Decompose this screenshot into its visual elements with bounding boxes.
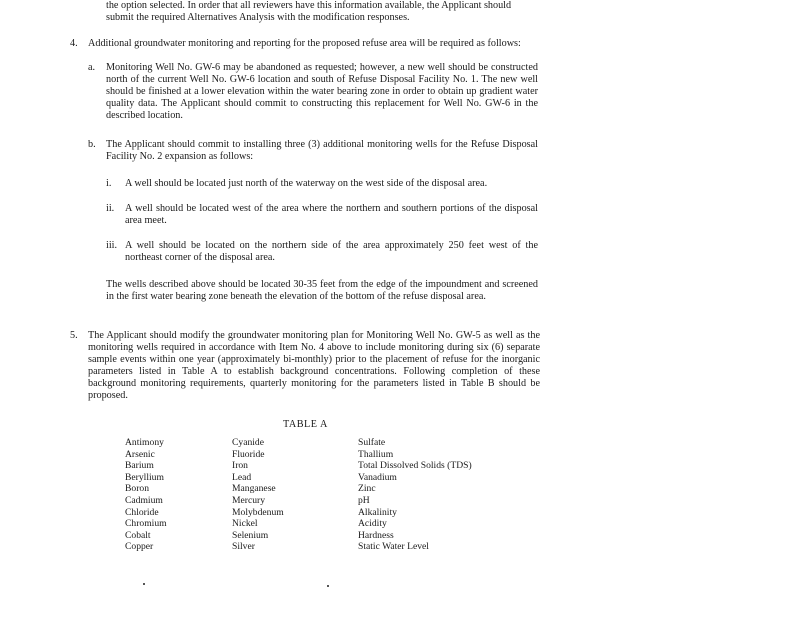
table-a-column-1 — [125, 437, 167, 553]
item-4b-text: The Applicant should commit to installing three (3) additional monitoring wells for the Refuse Disposal Facility No. 2 expansion as follows: — [106, 139, 538, 163]
paragraph-fragment-line2: submit the required Alternatives Analysis with the modification responses. — [106, 12, 410, 23]
table-a-cell: Cyanide — [232, 437, 264, 448]
table-a-cell: Silver — [232, 541, 255, 553]
table-a-cell: Thallium — [358, 448, 394, 460]
table-a-cell: Total Dissolved Solids (TDS) — [358, 460, 472, 472]
item-4a-text: Monitoring Well No. GW-6 may be abandoned as requested; however, a new well should be constructed north of the current Well No. GW-6 location and south of Refuse Disposal Facility No. 1. The new well should be finished at a lower elevation within the water bearing zone in order to obtain up gradient water quality data. The Applicant should commit to constructing this replacement for Well No. GW-6 in the described location. — [106, 62, 538, 122]
table-a-column-2 — [232, 437, 284, 553]
item-4a-label: a. — [88, 62, 96, 73]
item-4b-label: b. — [88, 139, 96, 150]
table-a-column-3 — [358, 437, 472, 553]
item-4b-i-text: A well should be located just north of the waterway on the west side of the disposal area. — [125, 178, 488, 189]
table-a-cell: Alkalinity — [358, 506, 397, 518]
table-a-cell: Nickel — [232, 518, 258, 530]
item-4b-iii-text: A well should be located on the northern side of the area approximately 250 feet west of the northeast corner of the disposal area. — [125, 240, 538, 264]
item-4-number: 4. — [70, 38, 78, 49]
table-a-cell: Zinc — [358, 483, 376, 495]
item-4b-iii-label: iii. — [106, 240, 118, 251]
table-a-cell: Selenium — [232, 529, 269, 541]
table-a-cell: Vanadium — [358, 471, 397, 483]
table-a-title: TABLE A — [283, 419, 328, 430]
table-a-cell: Mercury — [232, 494, 266, 506]
table-a-cell: Static Water Level — [358, 541, 429, 553]
item-5-text: The Applicant should modify the groundwater monitoring plan for Monitoring Well No. GW-5 as well as the monitoring wells required in accordance with Item No. 4 above to include monitoring during six (6) separate sample events within one year (approximately bi-monthly) prior to the placement of refuse for the inorganic parameters listed in Table A to establish background concentrations. Following completion of these background monitoring requirements, quarterly monitoring for the parameters listed in Table B should be proposed. — [88, 330, 540, 402]
table-a-cell: Hardness — [358, 529, 394, 541]
item-5-number: 5. — [70, 330, 78, 341]
table-a-cell: Iron — [232, 460, 248, 472]
table-a-cell: pH — [358, 494, 370, 506]
item-4b-ii-label: ii. — [106, 203, 115, 214]
scan-speck — [143, 583, 145, 585]
item-4b-i-label: i. — [106, 178, 112, 189]
paragraph-fragment-line1: the option selected. In order that all reviewers have this information available, the Applicant should — [106, 0, 512, 11]
item-4b-closing-text: The wells described above should be located 30-35 feet from the edge of the impoundment and screened in the first water bearing zone beneath the elevation of the bottom of the refuse disposal area. — [106, 279, 538, 303]
table-a-cell: Antimony — [125, 437, 164, 448]
table-a-cell: Cobalt — [125, 529, 151, 541]
table-a-cell: Sulfate — [358, 437, 386, 448]
table-a-cell: Chromium — [125, 518, 167, 530]
table-a-cell: Beryllium — [125, 471, 164, 483]
table-a-cell: Fluoride — [232, 448, 265, 460]
item-4-text: Additional groundwater monitoring and reporting for the proposed refuse area will be required as follows: — [88, 38, 521, 49]
table-a-cell: Copper — [125, 541, 154, 553]
scan-speck — [327, 585, 329, 587]
table-a-cell: Barium — [125, 460, 154, 472]
table-a-cell: Chloride — [125, 506, 159, 518]
table-a-cell: Lead — [232, 471, 252, 483]
table-a-cell: Manganese — [232, 483, 276, 495]
table-a-cell: Molybdenum — [232, 506, 284, 518]
table-a-cell: Arsenic — [125, 448, 155, 460]
item-4b-ii-text: A well should be located west of the area where the northern and southern portions of the disposal area meet. — [125, 203, 538, 227]
table-a-cell: Acidity — [358, 518, 387, 530]
table-a-cell: Cadmium — [125, 494, 163, 506]
table-a-cell: Boron — [125, 483, 149, 495]
